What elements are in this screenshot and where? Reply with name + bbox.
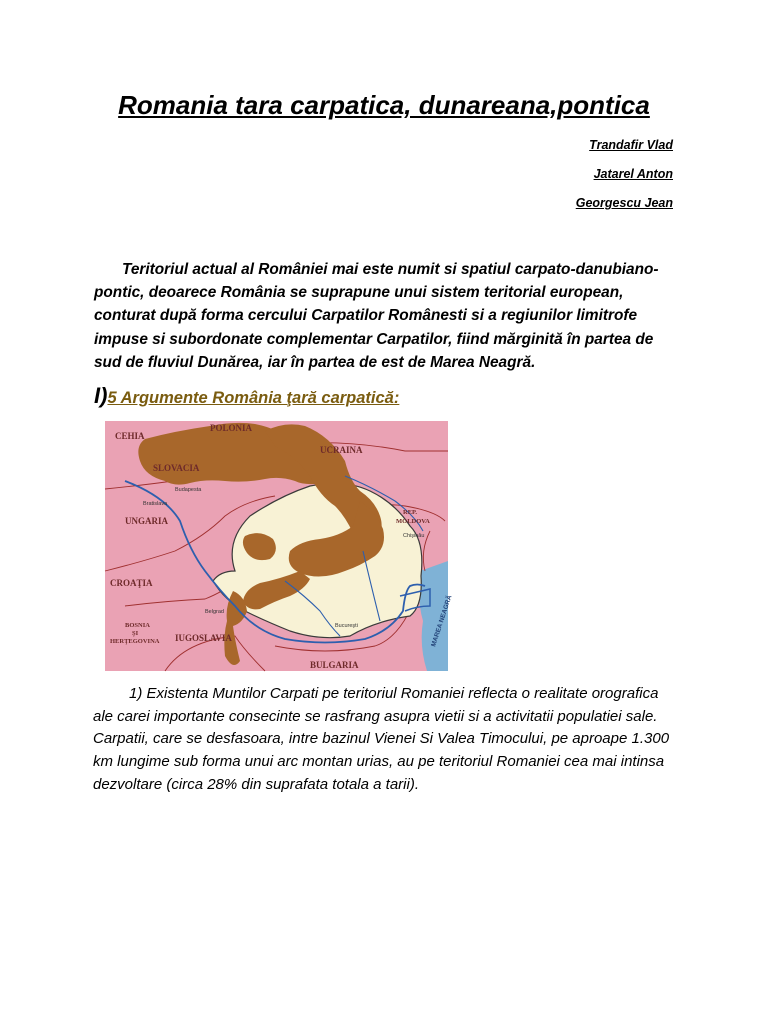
author-name: Georgescu Jean: [575, 196, 673, 210]
label-moldova: MOLDOVA: [396, 518, 430, 525]
author-name: Trandafir Vlad: [589, 138, 673, 152]
label-bosnia: HERŢEGOVINA: [110, 638, 160, 645]
label-marea-neagra: MAREA NEAGRĂ: [430, 594, 454, 648]
label-city: Budapesta: [175, 487, 202, 493]
label-croatia: CROAŢIA: [110, 578, 153, 588]
carpathians-map: [105, 421, 454, 671]
label-city: Belgrad: [205, 609, 224, 615]
author-name: Jatarel Anton: [593, 167, 673, 181]
section-label: 5 Argumente România ţară carpatică:: [107, 389, 400, 407]
section-heading: [94, 383, 399, 409]
argument-paragraph: 1) Existenta Muntilor Carpati pe teritoriul Romaniei reflecta o realitate orografica ale carei importante consecinte se rasfrang asupra vietii si a activitatii populatiei sale. Carpatii, care se desfasoara, intre bazinul Vienei Si Valea Timocului, pe aproape 1.300 km lungime sub forma unui arc montan urias, au pe teritoriul Romaniei cea mai intinsa dezvoltare (circa 28% din suprafata totala a tarii).: [93, 685, 670, 793]
label-iugoslavia: IUGOSLAVIA: [175, 633, 232, 643]
label-city: Bratislava: [143, 501, 168, 507]
label-bulgaria: BULGARIA: [310, 660, 359, 670]
page-title: Romania tara carpatica, dunareana,pontica: [118, 90, 650, 120]
intro-paragraph: Teritoriul actual al României mai este numit si spatiul carpato-danubiano-pontic, deoarece România se suprapune unui sistem teritorial european, conturat după forma cercului Carpatilor Românesti si a regiunilor limitrofe impuse si subordonate complementar Carpatilor, fiind mărginită în partea de sud de fluviul Dunărea, iar în partea de est de Marea Neagră.: [94, 261, 659, 371]
label-city: Chişinău: [403, 533, 425, 539]
label-moldova: REP.: [403, 509, 418, 516]
label-bosnia: BOSNIA: [125, 622, 150, 629]
section-number: I): [94, 383, 108, 408]
label-ungaria: UNGARIA: [125, 516, 169, 526]
author-list: [576, 138, 673, 225]
label-slovacia: SLOVACIA: [153, 463, 200, 473]
label-bosnia: ŞI: [132, 630, 139, 637]
label-cehia: CEHIA: [115, 431, 145, 441]
label-city: Bucureşti: [335, 623, 358, 629]
label-ucraina: UCRAINA: [320, 445, 363, 455]
label-polonia: POLONIA: [210, 423, 253, 433]
